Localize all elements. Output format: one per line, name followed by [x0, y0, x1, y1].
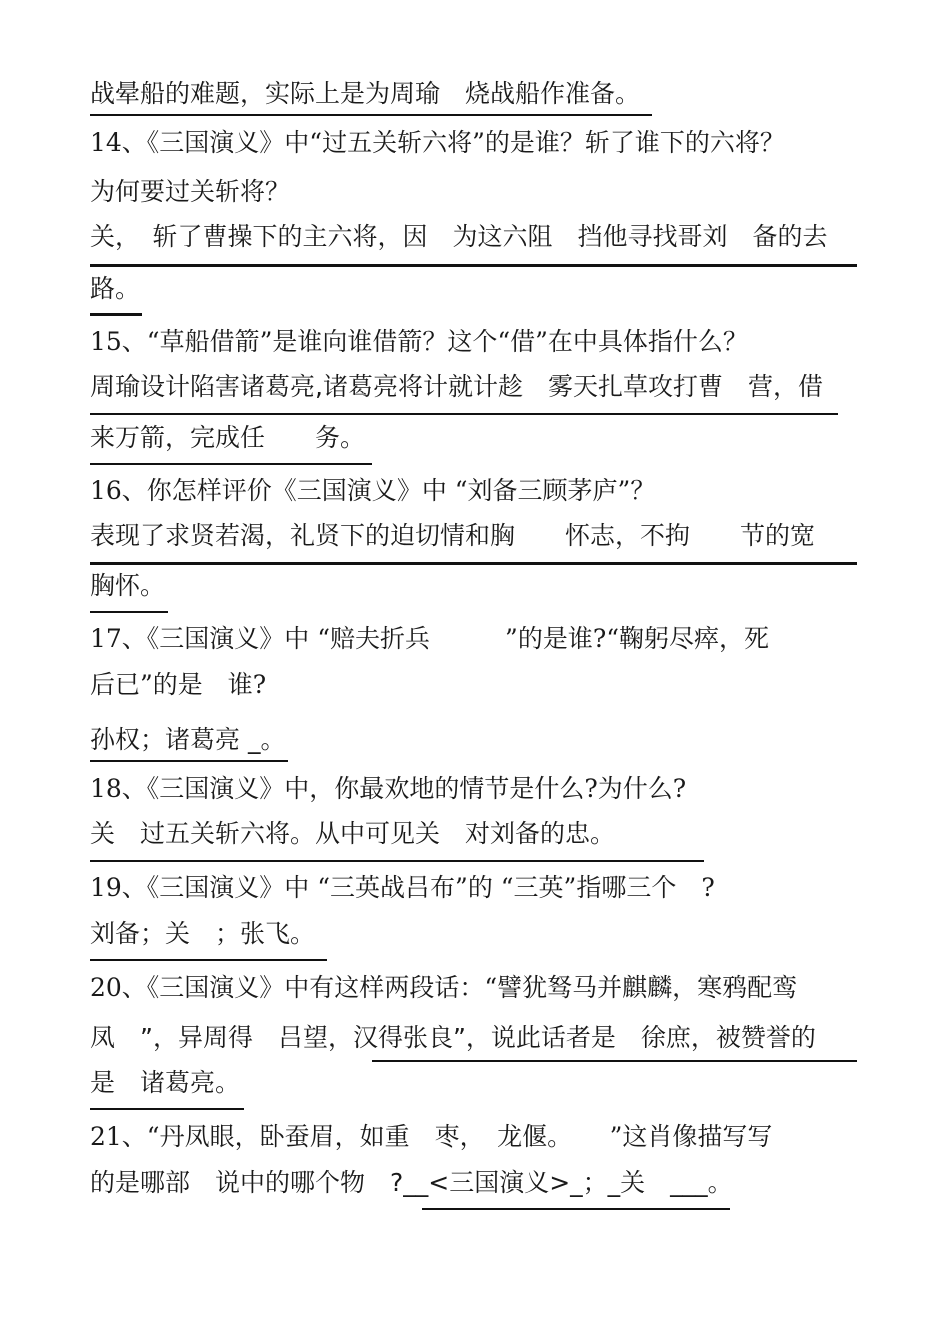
- answer-underline: [90, 1108, 244, 1110]
- answer-14-line-2: 路。: [90, 274, 141, 303]
- answer-16-line-2: 胸怀。: [90, 571, 166, 600]
- answer-underline: [90, 959, 327, 961]
- answer-underline: [90, 114, 652, 116]
- answer-19: 刘备；关 ；张飞。: [90, 919, 316, 948]
- question-17-line-2: 后已”的是 谁?: [90, 670, 267, 699]
- question-17-line-1: 17、《三国演义》中 “赔夫折兵 ”的是谁?“鞠躬尽瘁，死: [90, 624, 770, 653]
- answer-underline: [90, 313, 142, 316]
- answer-underline: [90, 562, 857, 565]
- question-21-line-1: 21、“丹凤眼，卧蚕眉，如重 枣， 龙偃。 ”这肖像描写写: [90, 1122, 773, 1151]
- answer-line-13-end: 战晕船的难题，实际上是为周瑜 烧战船作准备。: [90, 79, 641, 108]
- answer-underline: [90, 760, 288, 762]
- question-14-line-1: 14、《三国演义》中“过五关斩六将”的是谁？斩了谁下的六将？: [90, 128, 785, 157]
- answer-16-line-1: 表现了求贤若渴，礼贤下的迫切情和胸 怀志，不拘 节的宽: [90, 521, 816, 550]
- answer-20: 是 诸葛亮。: [90, 1068, 241, 1097]
- answer-17: 孙权；诸葛亮 _。: [90, 725, 286, 754]
- answer-15-line-1: 周瑜设计陷害诸葛亮,诸葛亮将计就计趁 雾天扎草攻打曹 营，借: [90, 372, 823, 401]
- answer-18: 关 过五关斩六将。从中可见关 对刘备的忠。: [90, 819, 616, 848]
- answer-underline: [90, 413, 838, 415]
- answer-underline: [422, 1208, 730, 1210]
- question-20-line-1: 20、《三国演义》中有这样两段话：“譬犹驽马并麒麟，寒鸦配鸾: [90, 973, 798, 1002]
- answer-14-line-1: 关， 斩了曹操下的主六将，因 为这六阻 挡他寻找哥刘 备的去: [90, 222, 828, 251]
- question-20-line-2: 凤 ”，异周得 吕望，汉得张良”，说此话者是 徐庶，被赞誉的: [90, 1023, 816, 1052]
- answer-underline: [90, 611, 168, 613]
- question-21-line-2: 的是哪部 说中的哪个物 ?__<三国演义>_；_关 ___。: [90, 1168, 733, 1197]
- question-16: 16、你怎样评价《三国演义》中 “刘备三顾茅庐”？: [90, 476, 656, 505]
- answer-underline: [372, 1060, 857, 1062]
- answer-underline: [90, 463, 372, 465]
- question-14-line-2: 为何要过关斩将？: [90, 177, 291, 206]
- answer-underline: [90, 264, 857, 267]
- answer-15-line-2: 来万箭，完成任 务。: [90, 423, 366, 452]
- question-19: 19、《三国演义》中 “三英战吕布”的 “三英”指哪三个 ?: [90, 873, 715, 902]
- question-15: 15、“草船借箭”是谁向谁借箭？这个“借”在中具体指什么？: [90, 327, 748, 356]
- answer-underline: [90, 860, 704, 862]
- question-18: 18、《三国演义》中，你最欢地的情节是什么?为什么?: [90, 774, 687, 803]
